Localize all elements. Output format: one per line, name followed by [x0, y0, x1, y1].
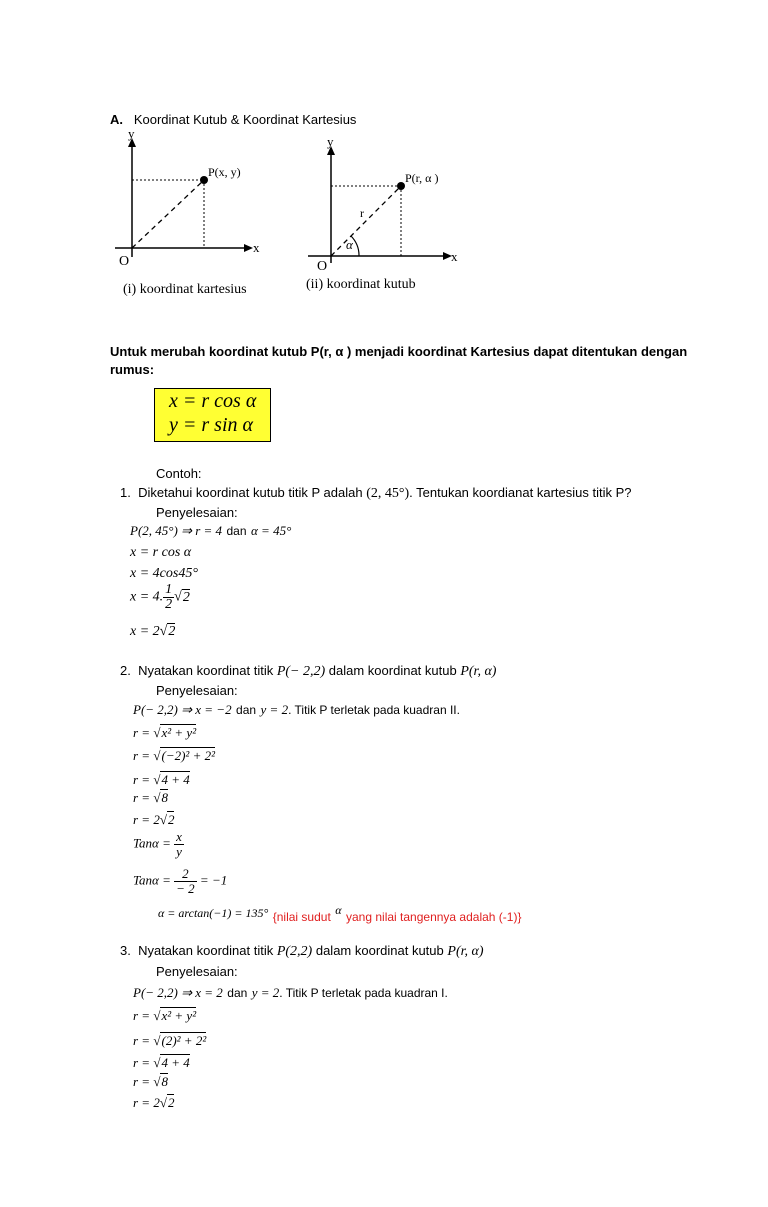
- example-2-given: [133, 701, 460, 719]
- example-1-step-3: x = 4. $\frac{1}{2}$ √2: [130, 582, 190, 612]
- frac-numerator: 2: [174, 867, 197, 882]
- given-dan: dan: [227, 986, 248, 1000]
- given-math: P(2, 45°) ⇒ r = 4: [130, 523, 223, 538]
- x-label: x: [253, 240, 260, 255]
- tan-lhs: Tanα =: [133, 835, 171, 851]
- intro-line1: Untuk merubah koordinat kutub P(r, α ) menjadi koordinat Kartesius dapat ditentukan dengan: [110, 344, 688, 359]
- example-number: 3.: [120, 943, 131, 958]
- radius-line: [331, 186, 401, 256]
- example-3-r-step-2: r = √(2)² + 2²: [133, 1033, 207, 1048]
- sqrt-radicand: 2: [182, 589, 190, 605]
- example-2-tan-1: [133, 830, 184, 859]
- y-label: y: [128, 126, 135, 141]
- example-1-question: [120, 485, 631, 502]
- polar-figure: [300, 125, 475, 305]
- sqrt-radicand: 4 + 4: [161, 1055, 190, 1070]
- note-text: {nilai sudut: [272, 910, 331, 924]
- figure-caption: (ii) koordinat kutub: [306, 277, 416, 292]
- frac-denominator: y: [176, 844, 182, 859]
- formula-y: y = r sin α: [169, 414, 253, 436]
- example-2-tan-2: [133, 867, 227, 896]
- question-text: Diketahui koordinat kutub titik P adalah: [138, 485, 363, 500]
- fraction: [174, 830, 184, 859]
- example-1-step-1: x = r cos α: [130, 545, 192, 560]
- sqrt-radicand: 2: [168, 624, 176, 639]
- given-end: . Titik P terletak pada kuadran I.: [279, 986, 448, 1000]
- example-1-step-4: x = 2√2: [130, 624, 176, 639]
- y-label: y: [327, 134, 334, 149]
- question-target: P(r, α): [460, 664, 497, 679]
- example-3-solution-label: Penyelesaian:: [156, 964, 238, 979]
- point-p: [397, 182, 405, 190]
- example-2-r-step-2: r = √(−2)² + 2²: [133, 748, 215, 763]
- example-2-question: [120, 663, 496, 680]
- example-3-r-step-1: r = √x² + y²: [133, 1008, 197, 1023]
- frac-numerator: x: [176, 829, 182, 844]
- sqrt-radicand: 4 + 4: [161, 772, 190, 787]
- step-lhs: r =: [133, 1008, 151, 1023]
- given-end: . Titik P terletak pada kuadran II.: [288, 703, 460, 717]
- contoh-label: Contoh:: [156, 466, 202, 481]
- step-lhs: r =: [133, 748, 151, 763]
- question-point: P(2,2): [276, 944, 313, 959]
- sqrt-radicand: 2: [167, 1095, 175, 1110]
- example-1-solution-label: Penyelesaian:: [156, 505, 238, 520]
- point-label: P(x, y): [208, 165, 241, 179]
- step-lhs: r =: [133, 790, 151, 805]
- step-lhs: r = 2: [133, 1095, 160, 1110]
- example-3-r-step-4: r = √8: [133, 1074, 168, 1089]
- example-3-r-step-5: r = 2√2: [133, 1095, 175, 1110]
- section-letter: A.: [110, 112, 123, 127]
- example-1-given: [130, 522, 291, 540]
- example-2-r-step-3: r = √4 + 4: [133, 772, 190, 787]
- origin-label: O: [119, 254, 130, 269]
- question-mid: dalam koordinat kutub: [315, 943, 444, 958]
- step-lhs: x = 2: [130, 624, 160, 639]
- frac-numerator: 1: [165, 582, 173, 597]
- radius-line: [132, 180, 204, 248]
- sqrt-radicand: 8: [161, 1074, 168, 1089]
- intro-line2: rumus:: [110, 362, 155, 377]
- step-lhs: r =: [133, 1055, 151, 1070]
- arctan-math: α = arctan(−1) = 135°: [158, 906, 269, 920]
- fraction: [163, 583, 174, 612]
- given-y: y = 2: [251, 985, 280, 1000]
- frac-denominator: 2: [165, 597, 173, 612]
- example-2-arctan: [158, 904, 521, 922]
- given-alpha: α = 45°: [250, 523, 292, 538]
- question-point: P(− 2,2): [276, 664, 326, 679]
- example-2-r-step-5: r = 2√2: [133, 812, 175, 827]
- note-alpha: α: [335, 903, 342, 917]
- figure-caption: (i) koordinat kartesius: [123, 282, 247, 297]
- note-end: yang nilai tangennya adalah (-1)}: [346, 910, 522, 924]
- given-math: P(− 2,2) ⇒ x = −2: [133, 702, 232, 717]
- fraction: [174, 867, 197, 896]
- point-label: P(r, α ): [405, 171, 439, 185]
- sqrt-radicand: (2)² + 2²: [161, 1033, 207, 1048]
- tan-lhs: Tanα =: [133, 872, 171, 888]
- question-text: Nyatakan koordinat titik: [138, 663, 274, 678]
- example-2-r-step-4: r = √8: [133, 790, 168, 805]
- given-y: y = 2: [260, 702, 289, 717]
- example-2-solution-label: Penyelesaian:: [156, 683, 238, 698]
- alpha-label: α: [346, 237, 353, 252]
- sqrt-radicand: x² + y²: [161, 725, 197, 740]
- example-3-question: [120, 943, 484, 960]
- step-lhs: r =: [133, 1074, 151, 1089]
- example-3-r-step-3: r = √4 + 4: [133, 1055, 190, 1070]
- cartesian-figure: [110, 125, 285, 305]
- example-3-given: [133, 984, 448, 1002]
- example-2-r-step-1: r = √x² + y²: [133, 725, 197, 740]
- step-lhs: r =: [133, 772, 151, 787]
- formula-box: [154, 388, 271, 442]
- example-1-step-2: x = 4cos45°: [130, 566, 198, 581]
- section-title: Koordinat Kutub & Koordinat Kartesius: [133, 112, 357, 127]
- x-label: x: [451, 249, 458, 264]
- example-number: 1.: [120, 485, 131, 500]
- given-dan: dan: [236, 703, 257, 717]
- step-lhs: r = 2: [133, 812, 160, 827]
- question-end: . Tentukan koordianat kartesius titik P?: [409, 485, 632, 500]
- r-label: r: [360, 206, 364, 220]
- example-number: 2.: [120, 663, 131, 678]
- sqrt-radicand: (−2)² + 2²: [161, 748, 215, 763]
- given-dan: dan: [226, 524, 247, 538]
- question-mid: dalam koordinat kutub: [328, 663, 457, 678]
- question-math: (2, 45°): [366, 486, 410, 501]
- sqrt-radicand: 2: [167, 812, 175, 827]
- tan-rhs: = −1: [199, 872, 228, 888]
- step-lhs: r =: [133, 725, 151, 740]
- x-axis-arrow: [244, 244, 253, 252]
- question-text: Nyatakan koordinat titik: [138, 943, 274, 958]
- given-math: P(− 2,2) ⇒ x = 2: [133, 985, 223, 1000]
- step-lhs: x = 4.: [130, 589, 164, 605]
- point-p: [200, 176, 208, 184]
- question-target: P(r, α): [447, 944, 484, 959]
- step-lhs: r =: [133, 1033, 151, 1048]
- formula-x: x = r cos α: [169, 390, 257, 412]
- frac-denominator: − 2: [176, 881, 195, 896]
- origin-label: O: [317, 259, 328, 274]
- sqrt-radicand: x² + y²: [161, 1008, 197, 1023]
- sqrt-radicand: 8: [161, 790, 168, 805]
